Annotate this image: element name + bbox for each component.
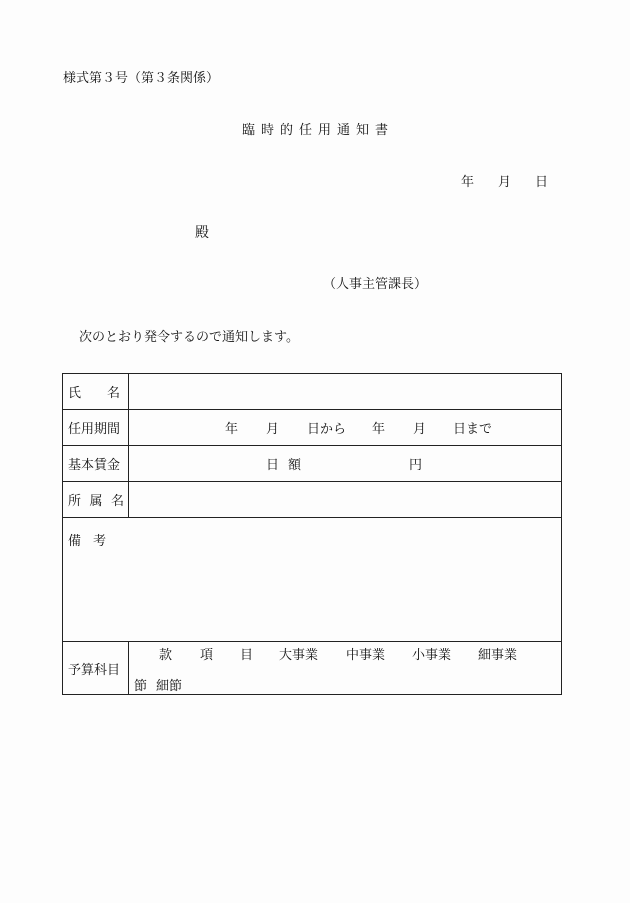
period-start-year: 年: [225, 422, 239, 437]
row-period: [63, 410, 562, 446]
date-day: 日: [535, 175, 549, 190]
date-month: 月: [498, 175, 512, 190]
budget-label: 予算科目: [63, 642, 129, 695]
wage-daily: 日: [266, 458, 280, 473]
remarks-field[interactable]: [63, 518, 562, 642]
row-name: [63, 374, 562, 410]
period-field[interactable]: [129, 410, 562, 446]
period-start-day: 日から: [307, 422, 347, 437]
wage-label: 基本賃金: [63, 446, 129, 482]
date-year: 年: [461, 175, 475, 190]
wage-amount: 額: [288, 458, 302, 473]
name-label: [63, 374, 129, 410]
budget-large-project: 大事業: [279, 648, 319, 663]
name-label-char1: 氏: [68, 386, 82, 401]
remarks-label-char2: 考: [92, 534, 106, 549]
intro-text: 次のとおり発令するので通知します。: [79, 330, 299, 345]
budget-detail-project: 細事業: [478, 648, 518, 663]
wage-field[interactable]: [129, 446, 562, 482]
department-label: [63, 482, 129, 518]
row-remarks: [63, 518, 562, 642]
budget-kan: 款: [159, 648, 173, 663]
department-label-char3: 名: [110, 494, 124, 509]
department-field[interactable]: [129, 482, 562, 518]
document-title: 臨時的任用通知書: [241, 123, 394, 138]
appointment-table: [62, 373, 562, 695]
department-label-char2: 属: [89, 494, 103, 509]
period-start-month: 月: [266, 422, 280, 437]
budget-kou: 項: [200, 648, 214, 663]
period-end-day: 日まで: [453, 422, 493, 437]
budget-field[interactable]: [129, 642, 562, 695]
budget-small-project: 小事業: [412, 648, 452, 663]
period-label: 任用期間: [63, 410, 129, 446]
row-budget: [63, 642, 562, 695]
period-end-year: 年: [372, 422, 386, 437]
budget-saisetsu: 細節: [156, 679, 183, 694]
issuer-title: （人事主管課長）: [323, 277, 428, 292]
name-label-char2: 名: [106, 386, 120, 401]
name-field[interactable]: [129, 374, 562, 410]
row-wage: [63, 446, 562, 482]
row-department: [63, 482, 562, 518]
budget-middle-project: 中事業: [346, 648, 386, 663]
budget-setsu: 節: [134, 679, 148, 694]
department-label-char1: 所: [68, 494, 82, 509]
addressee-suffix: 殿: [195, 225, 209, 241]
budget-moku: 目: [240, 648, 254, 663]
remarks-label-char1: 備: [68, 534, 82, 549]
form-number: 様式第３号（第３条関係）: [63, 71, 220, 86]
date-line: [461, 171, 548, 190]
wage-yen: 円: [409, 458, 423, 473]
period-end-month: 月: [413, 422, 427, 437]
